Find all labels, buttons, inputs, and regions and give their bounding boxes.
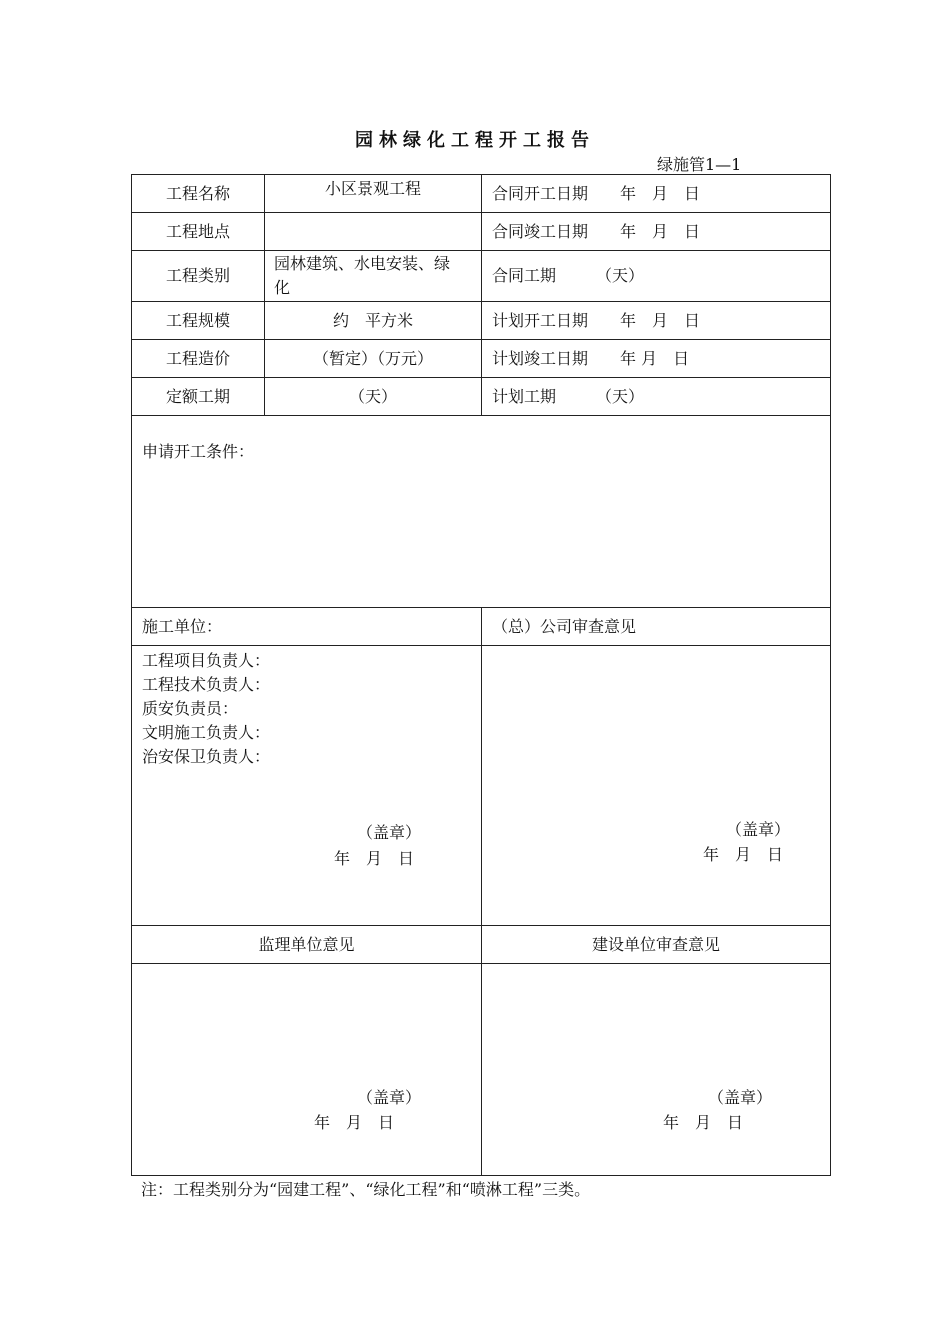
supervision-seal: （盖章） — [357, 1088, 422, 1107]
label-project-name: 工程名称 — [165, 184, 230, 203]
conditions-label: 申请开工条件： — [142, 442, 255, 461]
form-code: 绿施管1—1 — [657, 155, 742, 174]
supervision-label: 监理单位意见 — [258, 935, 355, 954]
label-project-type: 工程类别 — [165, 266, 230, 285]
label-project-scale: 工程规模 — [165, 311, 230, 330]
construction-seal: （盖章） — [357, 823, 422, 842]
civilized-construction-line: 文明施工负责人： — [142, 723, 271, 742]
planned-start-date: 计划开工日期 年 月 日 — [492, 311, 701, 330]
value-project-type-line1: 园林建筑、水电安装、绿 — [274, 254, 451, 273]
project-manager-line: 工程项目负责人： — [142, 651, 271, 670]
construction-unit-label: 施工单位： — [142, 617, 223, 636]
label-project-location: 工程地点 — [165, 222, 230, 241]
contract-start-date: 合同开工日期 年 月 日 — [492, 184, 701, 203]
planned-period: 计划工期 （天） — [492, 387, 645, 406]
contract-period: 合同工期 （天） — [492, 266, 645, 285]
label-quota-period: 定额工期 — [165, 387, 230, 406]
contract-end-date: 合同竣工日期 年 月 日 — [492, 222, 701, 241]
technical-manager-line: 工程技术负责人： — [142, 675, 271, 694]
value-project-scale: 约 平方米 — [332, 311, 413, 330]
safety-officer-line: 质安负责员： — [142, 699, 239, 718]
page-title: 园林绿化工程开工报告 — [355, 130, 595, 151]
company-date: 年 月 日 — [703, 845, 784, 864]
footnote: 注：工程类别分为“园建工程”、“绿化工程”和“喷淋工程”三类。 — [141, 1180, 591, 1199]
planned-end-date: 计划竣工日期 年 月 日 — [492, 349, 690, 368]
value-quota-period: （天） — [348, 387, 397, 406]
value-project-name: 小区景观工程 — [324, 179, 421, 198]
security-manager-line: 治安保卫负责人： — [142, 747, 271, 766]
supervision-date: 年 月 日 — [314, 1113, 395, 1132]
company-review-label: （总）公司审查意见 — [492, 617, 637, 636]
owner-label: 建设单位审查意见 — [591, 935, 720, 954]
owner-date: 年 月 日 — [663, 1113, 744, 1132]
value-project-cost: （暂定）（万元） — [312, 349, 433, 368]
label-project-cost: 工程造价 — [165, 349, 230, 368]
value-project-type-line2: 化 — [274, 278, 291, 297]
construction-date: 年 月 日 — [334, 849, 415, 868]
company-seal: （盖章） — [726, 820, 791, 839]
owner-seal: （盖章） — [708, 1088, 773, 1107]
report-table — [131, 174, 831, 1176]
